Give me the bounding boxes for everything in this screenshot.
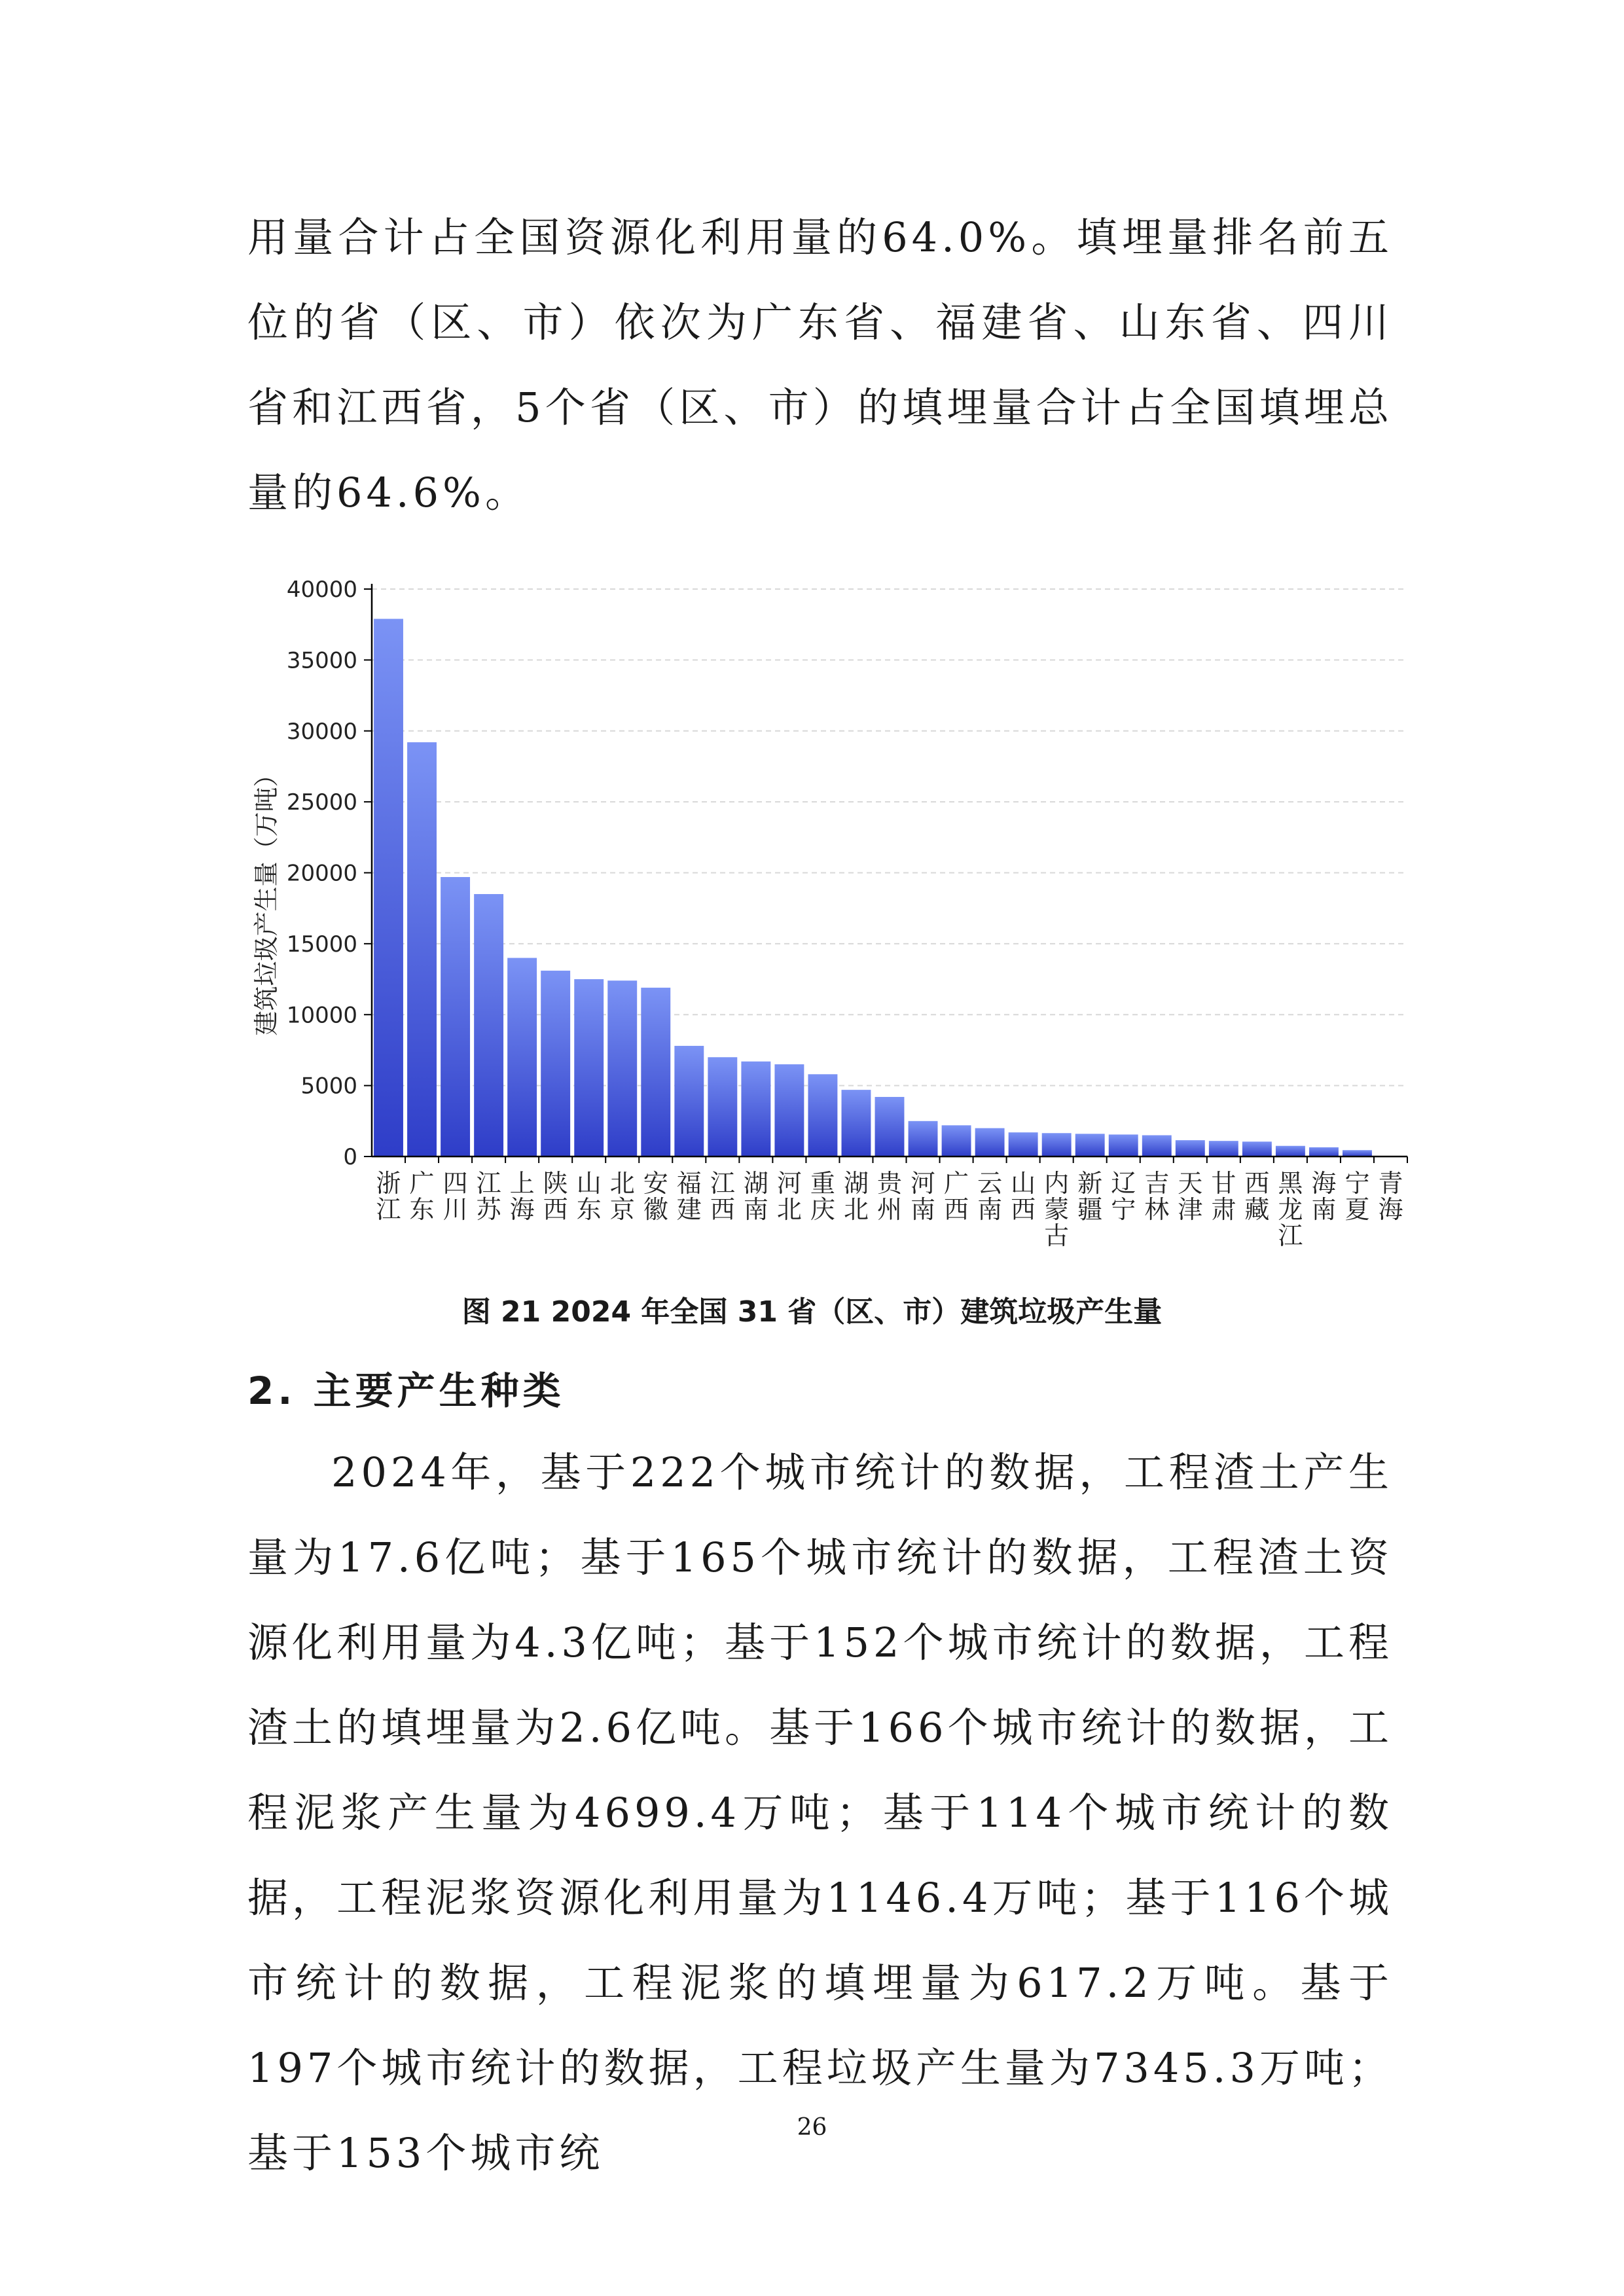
y-tick-label: 10000 [286, 1002, 357, 1029]
x-category-label: 内蒙古 [1044, 1169, 1070, 1250]
x-category-label: 天津 [1178, 1169, 1203, 1224]
bar [875, 1097, 905, 1157]
x-category-label: 湖南 [743, 1169, 768, 1224]
bar [507, 958, 537, 1157]
bar [1042, 1133, 1072, 1157]
bar [374, 619, 403, 1157]
bar [441, 877, 470, 1157]
x-category-label: 青海 [1378, 1169, 1403, 1224]
x-category-label: 浙江 [376, 1169, 401, 1224]
bar [1176, 1140, 1205, 1157]
y-tick-label: 5000 [300, 1073, 357, 1100]
bar [641, 988, 670, 1157]
bar [1075, 1134, 1105, 1157]
bar [741, 1062, 770, 1157]
y-tick-label: 30000 [286, 718, 357, 745]
x-category-label: 江苏 [476, 1169, 501, 1224]
x-category-label: 西藏 [1244, 1169, 1270, 1224]
bar [942, 1125, 971, 1157]
bar [407, 742, 437, 1157]
bar [975, 1128, 1005, 1157]
x-category-label: 北京 [609, 1169, 635, 1224]
bar [474, 894, 503, 1157]
x-category-label: 广东 [409, 1169, 435, 1224]
bar [842, 1090, 871, 1157]
bar [808, 1074, 837, 1157]
bar [1343, 1150, 1372, 1157]
x-category-label: 海南 [1311, 1169, 1337, 1224]
paragraph-2: 2024年，基于222个城市统计的数据，工程渣土产生量为17.6亿吨；基于165个城市统计的数据，工程渣土资源化利用量为4.3亿吨；基于152个城市统计的数据，工程渣土的填埋量为2.6亿吨。基于166个城市统计的数据，工程泥浆产生量为4699.4万吨；基于114个城市统计的数据，工程泥浆资源化利用量为1146.4万吨；基于116个城市统计的数据，工程泥浆的填埋量为617.2万吨。基于197个城市统计的数据，工程垃圾产生量为7345.3万吨；基于153个城市统 [247, 1448, 1393, 2177]
x-category-label: 山西 [1011, 1169, 1036, 1224]
x-category-label: 吉林 [1144, 1169, 1170, 1224]
x-category-label: 河南 [911, 1169, 936, 1224]
y-tick-label: 15000 [286, 931, 357, 958]
x-category-label: 四川 [442, 1169, 468, 1224]
bars [374, 619, 1372, 1157]
bar [1109, 1134, 1138, 1157]
x-category-label: 山东 [576, 1169, 602, 1224]
x-category-label: 福建 [676, 1169, 702, 1224]
x-category-label: 辽宁 [1111, 1169, 1136, 1224]
x-category-label: 安徽 [643, 1169, 668, 1224]
x-category-label: 河北 [776, 1169, 802, 1224]
bar [1209, 1141, 1238, 1157]
x-category-label: 新疆 [1077, 1169, 1103, 1224]
page-number: 26 [797, 2114, 827, 2141]
bar [1009, 1132, 1038, 1157]
section-heading: 2. 主要产生种类 [247, 1369, 565, 1413]
y-tick-label: 20000 [286, 860, 357, 887]
bar [1242, 1141, 1272, 1157]
figure-caption: 图 21 2024 年全国 31 省（区、市）建筑垃圾产生量 [461, 1295, 1163, 1329]
bar [607, 980, 637, 1157]
x-category-label: 陕西 [543, 1169, 568, 1224]
x-category-label: 江西 [710, 1169, 735, 1224]
bar [774, 1064, 804, 1157]
bar [1142, 1135, 1172, 1157]
y-tick-label: 25000 [286, 789, 357, 816]
x-category-label: 黑龙江 [1278, 1169, 1303, 1250]
x-category-label: 重庆 [810, 1169, 835, 1224]
x-category-label: 宁夏 [1344, 1169, 1370, 1224]
y-tick-labels [287, 577, 357, 1170]
y-tick-label: 0 [343, 1144, 357, 1170]
bar [1276, 1146, 1305, 1157]
bar [541, 971, 570, 1157]
x-category-label: 湖北 [843, 1169, 869, 1224]
y-tick-label: 40000 [286, 577, 357, 603]
x-category-label: 上海 [509, 1169, 535, 1224]
bar [674, 1046, 704, 1157]
x-category-label: 广西 [944, 1169, 969, 1224]
bar [909, 1121, 938, 1157]
x-category-label: 云南 [977, 1169, 1003, 1224]
x-category-label: 贵州 [876, 1169, 903, 1224]
y-tick-label: 35000 [286, 647, 357, 674]
bar [574, 979, 604, 1157]
bar [708, 1057, 737, 1157]
paragraph-1: 用量合计占全国资源化利用量的64.0%。填埋量排名前五位的省（区、市）依次为广东省、福建省、山东省、四川省和江西省，5个省（区、市）的填埋量合计占全国填埋总量的64.6%。 [247, 213, 1393, 516]
x-category-label: 甘肃 [1211, 1169, 1236, 1224]
x-category-labels [376, 1169, 1403, 1250]
bar [1309, 1147, 1339, 1157]
y-axis-title: 建筑垃圾产生量（万吨） [252, 762, 281, 1036]
